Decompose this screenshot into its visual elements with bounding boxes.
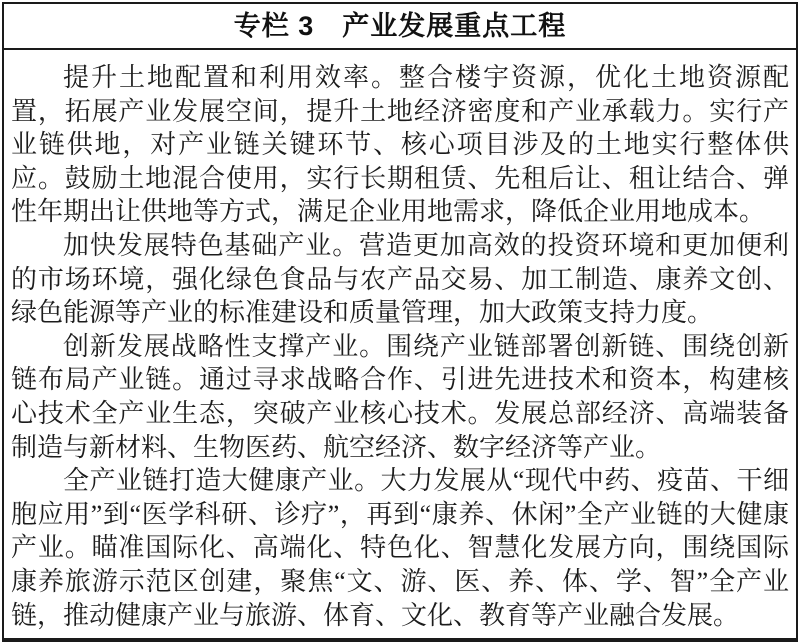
panel-body <box>4 50 796 638</box>
panel-title: 专栏 3 产业发展重点工程 <box>4 4 796 50</box>
document-panel <box>2 2 798 642</box>
paragraph-land-allocation: 提升土地配置和利用效率。整合楼宇资源，优化土地资源配置，拓展产业发展空间，提升土地经济密度和产业承载力。实行产业链供地，对产业链关键环节、核心项目涉及的土地实行整体供应。鼓励土地混合使用，实行长期租赁、先租后让、租让结合、弹性年期出让供地等方式，满足企业用地需求，降低企业用地成本。 <box>11 63 789 227</box>
paragraph-health-industry: 全产业链打造大健康产业。大力发展从“现代中药、疫苗、干细胞应用”到“医学科研、诊疗”，再到“康养、休闲”全产业链的大健康产业。瞄准国际化、高端化、特色化、智慧化发展方向，围绕国际康养旅游示范区创建，聚焦“文、游、医、养、体、学、智”全产业链，推动健康产业与旅游、体育、文化、教育等产业融合发展。 <box>11 466 789 630</box>
paragraph-strategic-industries: 创新发展战略性支撑产业。围绕产业链部署创新链、围绕创新链布局产业链。通过寻求战略合作、引进先进技术和资本，构建核心技术全产业生态，突破产业核心技术。发展总部经济、高端装备制造与新材料、生物医药、航空经济、数字经济等产业。 <box>11 331 789 462</box>
paragraph-basic-industries: 加快发展特色基础产业。营造更加高效的投资环境和更加便利的市场环境，强化绿色食品与农产品交易、加工制造、康养文创、绿色能源等产业的标准建设和质量管理，加大政策支持力度。 <box>11 230 789 328</box>
